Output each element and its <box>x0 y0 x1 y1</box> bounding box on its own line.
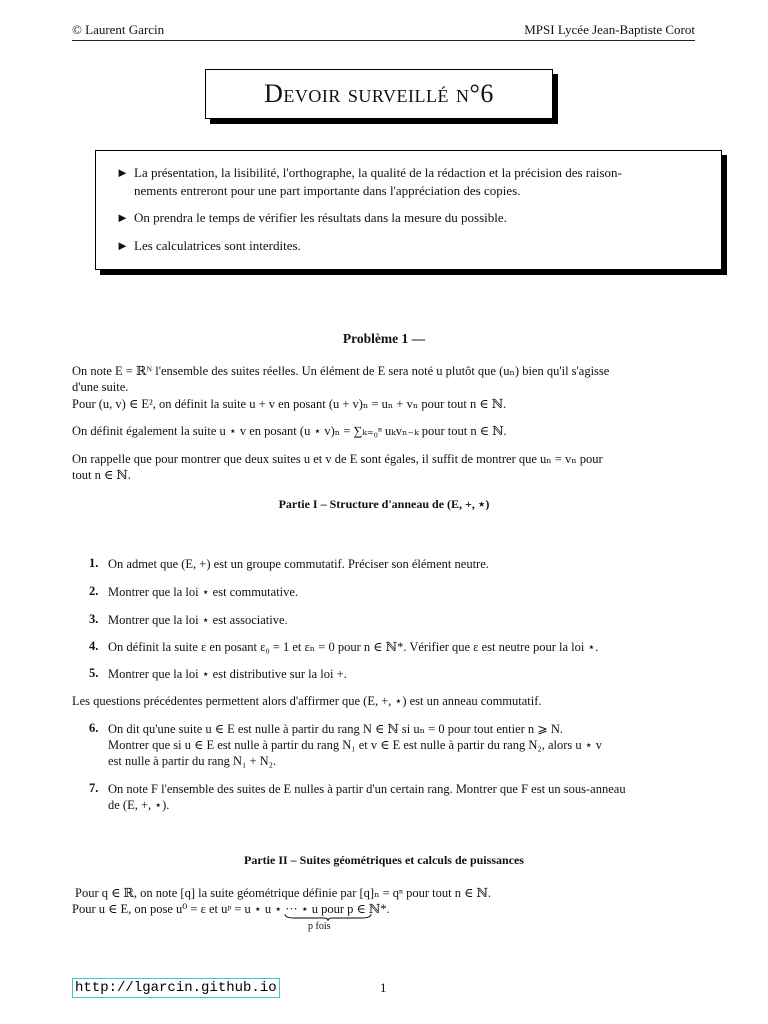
instruction-item-3: Les calculatrices sont interdites. <box>134 238 301 253</box>
part2-title: Partie II – Suites géométriques et calculs de puissances <box>244 853 524 867</box>
question-text <box>108 721 698 769</box>
question-number: 6. <box>89 721 99 735</box>
brace-label: p fois <box>308 921 331 932</box>
question-line: est nulle à partir du rang N₁ + N₂. <box>108 754 277 768</box>
instruction-line: La présentation, la lisibilité, l'orthographe, la qualité de la rédaction et la précision des raison- <box>134 165 622 180</box>
question-number: 7. <box>89 781 99 795</box>
part1-title: Partie I – Structure d'anneau de (E, +, ⋆) <box>278 497 490 511</box>
intro-line: On définit également la suite u ⋆ v en posant (u ⋆ v)ₙ = ∑ₖ₌₀ⁿ uₖvₙ₋ₖ pour tout n ∈ ℕ. <box>72 424 507 438</box>
question-text: On admet que (E, +) est un groupe commutatif. Préciser son élément neutre. <box>108 557 489 571</box>
part2-line: Pour q ∈ ℝ, on note [q] la suite géométrique définie par [q]ₙ = qⁿ pour tout n ∈ ℕ. <box>75 886 492 900</box>
problem-title: Problème 1 — <box>342 331 426 346</box>
instruction-item-1 <box>134 164 713 200</box>
question-line: de (E, +, ⋆). <box>108 798 170 812</box>
part2-line: Pour u ∈ E, on pose u⁰ = ε et uᵖ = u ⋆ u ⋆ ··· ⋆ u pour p ∈ ℕ*. <box>72 902 390 916</box>
instruction-item-2: On prendra le temps de vérifier les résultats dans la mesure du possible. <box>134 210 507 225</box>
header-school: MPSI Lycée Jean-Baptiste Corot <box>524 22 695 37</box>
question-line: Montrer que si u ∈ E est nulle à partir du rang N₁ et v ∈ E est nulle à partir du rang N₂, alors u ⋆ v <box>108 738 602 752</box>
intro-line: d'une suite. <box>72 380 129 394</box>
website-link[interactable]: http://lgarcin.github.io <box>72 978 280 998</box>
bullet-icon: ► <box>116 165 129 180</box>
question-text <box>108 781 698 813</box>
question-line: On dit qu'une suite u ∈ E est nulle à partir du rang N ∈ ℕ si uₙ = 0 pour tout entier n ⩾ N. <box>108 722 564 736</box>
header-rule <box>72 40 695 41</box>
header-author: © Laurent Garcin <box>72 22 165 37</box>
between-text: Les questions précédentes permettent alors d'affirmer que (E, +, ⋆) est un anneau commutatif. <box>72 694 542 708</box>
question-text: Montrer que la loi ⋆ est commutative. <box>108 585 299 599</box>
page-number: 1 <box>380 980 387 995</box>
question-number: 3. <box>89 612 99 626</box>
question-text: Montrer que la loi ⋆ est associative. <box>108 613 288 627</box>
title-box <box>205 69 553 119</box>
question-number: 5. <box>89 666 99 680</box>
question-line: On note F l'ensemble des suites de E nulles à partir d'un certain rang. Montrer que F est un sous-anneau <box>108 782 626 796</box>
intro-line: On rappelle que pour montrer que deux suites u et v de E sont égales, il suffit de montrer que uₙ = vₙ pour <box>72 452 603 466</box>
intro-line: tout n ∈ ℕ. <box>72 468 131 482</box>
intro-line: On note E = ℝᴺ l'ensemble des suites réelles. Un élément de E sera noté u plutôt que (uₙ) bien qu'il s'agisse <box>72 364 610 378</box>
question-number: 1. <box>89 556 99 570</box>
question-text: Montrer que la loi ⋆ est distributive sur la loi +. <box>108 667 347 681</box>
instructions-box <box>95 150 722 270</box>
intro-line: Pour (u, v) ∈ E², on définit la suite u + v en posant (u + v)ₙ = uₙ + vₙ pour tout n ∈ ℕ. <box>72 397 507 411</box>
bullet-icon: ► <box>116 238 129 253</box>
question-text: On définit la suite ε en posant ε₀ = 1 et εₙ = 0 pour n ∈ ℕ*. Vérifier que ε est neutre pour la loi ⋆. <box>108 640 599 654</box>
bullet-icon: ► <box>116 210 129 225</box>
underbrace-icon <box>284 913 372 921</box>
page-title: Devoir surveillé n°6 <box>264 79 494 108</box>
instruction-line: nements entreront pour une part importante dans l'appréciation des copies. <box>134 183 521 198</box>
question-number: 2. <box>89 584 99 598</box>
question-number: 4. <box>89 639 99 653</box>
